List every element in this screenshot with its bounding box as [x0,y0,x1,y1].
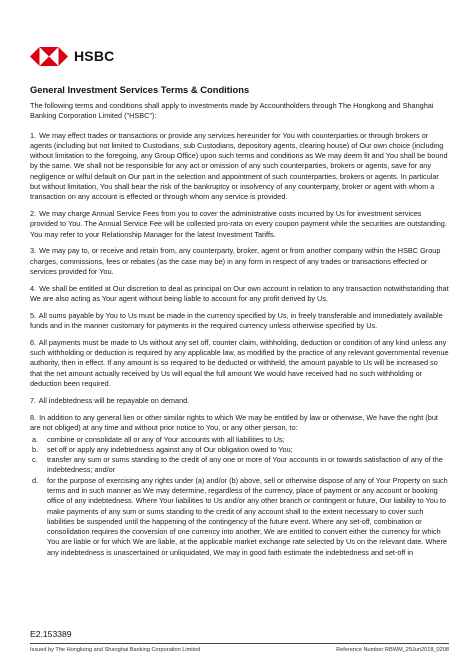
clause-6 [30,338,449,389]
clause-text: All sums payable by You to Us must be made in the currency specified by Us, in freely transferable and immediately available funds and in the manner customary for payments in the required currency unless otherwise specified by Us. [30,310,443,331]
clause-number: 8. [30,412,37,422]
hsbc-hexagon-icon [30,47,68,66]
clause-text: We may effect trades or transactions or provide any services hereunder for You with counterparties or through brokers or agents (including but not limited to Custodians, sub Custodians, depository agents, clearing house) of Our own choice (including without limitation to the foregoing, any Group Office) upon such terms and conditions as We may deem fit and You shall be bound by the same. We shall not be responsible for any act or omission of any such counterparties, brokers or agents, save for any negligence or wilful default on Our part in the selection and appointment of such counterparties, brokers or agents. In particular but without limitation, You shall bear the risk of the bankruptcy or insolvency of any counterparty, broker or agent with whom a transaction on any account is effected or through whom any service is provided. [30,130,448,202]
terms-body [30,101,449,558]
document-code: E2.153389 [30,629,72,639]
clause-number: 1. [30,130,37,140]
clause-1 [30,131,449,203]
item-text: combine or consolidate all or any of Your accounts with all liabilities to Us; [47,434,285,444]
clause-number: 3. [30,246,37,256]
clause-text: All indebtedness will be repayable on demand. [38,395,190,405]
clause-3 [30,246,449,277]
clause-number: 6. [30,337,37,347]
clause-text: We may pay to, or receive and retain from, any counterparty, broker, agent or from another company within the HSBC Group charges, commissions, fees or rebates (as the case may be) in any form in respect of any trades or transactions effected or services provided for You. [30,246,441,276]
clause-5 [30,311,449,332]
footer-divider [30,643,449,644]
clause-7 [30,396,449,406]
clause-number: 7. [30,395,37,405]
item-letter: c. [32,455,38,465]
item-letter: d. [32,475,39,485]
clause-text: We may charge Annual Service Fees from you to cover the administrative costs incurred by Us for investment services provided to You. The Annual Service Fee will be collected pro-rata on every coupon payment while the securities are outstanding. You may refer to your Relationship Manager for the latest Investment Tariffs. [30,209,447,239]
clause-number: 5. [30,310,37,320]
clause-number: 2. [30,209,37,219]
item-letter: b. [32,444,39,454]
clause-text: We shall be entitled at Our discretion to deal as principal on Our own account in relation to any transaction notwithstanding that We are also acting as Your agent without being liable to account for any profit derived by Us. [30,283,449,303]
list-item [30,435,449,445]
reference-number: Reference Number RBWM_29Jun2018_0208 [336,647,449,653]
clause-8-list [30,435,449,558]
clause-4 [30,284,449,305]
intro-paragraph: The following terms and conditions shall apply to investments made by Accountholders through The Hongkong and Shanghai Banking Corporation Limited ("HSBC"): [30,101,434,121]
clause-text: All payments must be made to Us without any set off, counter claim, withholding, deduction or condition of any kind unless any such withholding or deduction is required by any applicable law, as modified by the practice of any relevant governmental revenue authority, then in effect. If any amount is so required to be deducted or withheld, the amount payable to Us will be increased so that the net amount actually received by Us will equal the full amount We would have received had no such withholding or deduction been required. [30,337,449,388]
clause-8 [30,413,449,434]
hsbc-logo [30,43,114,69]
item-letter: a. [32,434,39,444]
clause-text: In addition to any general lien or other similar rights to which We may be entitled by law or otherwise, We have the right (but are not obliged) at any time and without prior notice to You, or any other person, to: [30,412,438,432]
clause-number: 4. [30,283,37,293]
hsbc-wordmark: HSBC [74,48,115,64]
item-text: for the purpose of exercising any rights under (a) and/or (b) above, sell or otherwise dispose of any of Your Property on such terms and in such manner as We may determine, regardless of the currency, place of payment or any account or booking office of any indebtedness. Where Your liabilities to Us and/or any other branch or contingent or future, Our liability to You to make payments of any sum or sums standing to the credit of any account shall to the extent necessary to cover such liabilities be suspended until the happening of the contingency of the future event. Where any set-off, combination or consolidation requires the conversion of one currency into another, We are entitled to convert either the currency for which You are liable or for which We are liable, at the applicable market exchange rate selected by Us on the relevant date. Where any indebtedness is unascertained or unliquidated, We may in good faith estimate the indebtedness and set-off in [47,475,448,557]
issuer-note: Issued by The Hongkong and Shanghai Banking Corporation Limited [30,647,201,653]
page-title: General Investment Services Terms & Conditions [30,84,250,95]
item-text: set off or apply any indebtedness against any of Our obligation owed to You; [47,444,293,454]
list-item [30,455,449,476]
clause-2 [30,209,449,240]
list-item [30,476,449,558]
item-text: transfer any sum or sums standing to the credit of any one or more of Your accounts in or towards satisfaction of any of the indebtedness; and/or [47,455,443,475]
list-item [30,445,449,455]
